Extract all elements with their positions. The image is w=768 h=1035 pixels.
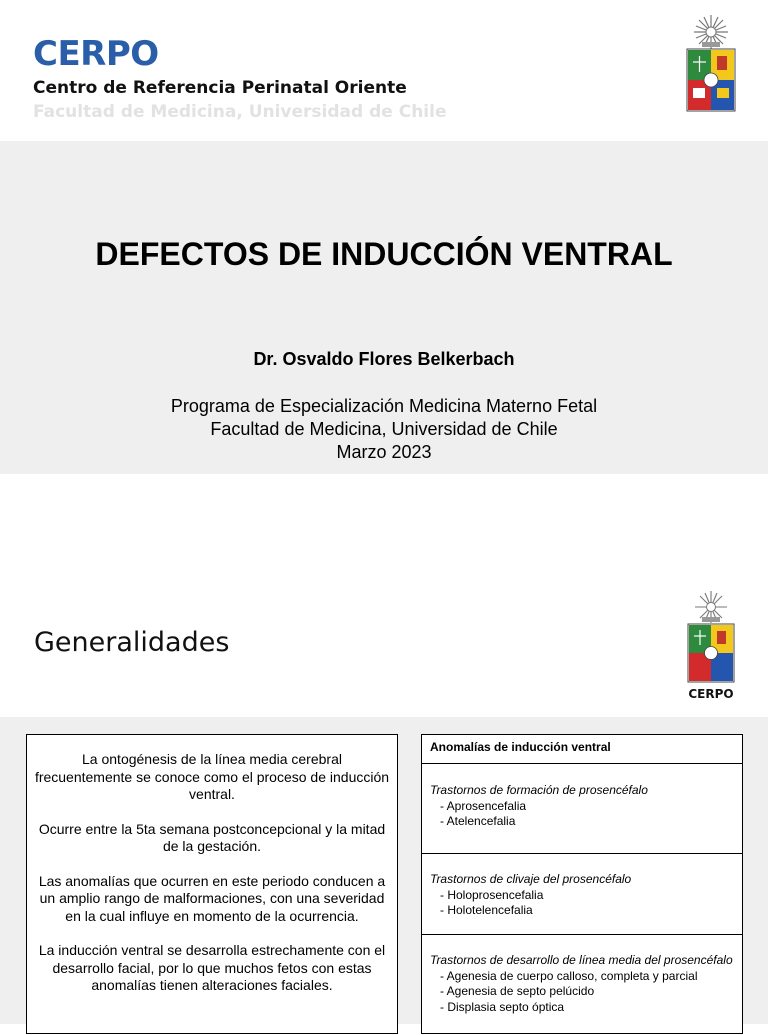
university-crest-icon <box>682 589 740 701</box>
slide-title: Generalidades <box>34 627 230 658</box>
overview-textbox <box>26 734 398 1034</box>
paragraph: Las anomalías que ocurren en este periodo conducen a un amplio rango de malformaciones, con una severidad en la cual influye en momento de la ocurrencia. <box>38 872 386 924</box>
category-label: Trastornos de clivaje del prosencéfalo <box>430 872 632 886</box>
table-header: Anomalías de inducción ventral <box>422 735 742 764</box>
list-item: - Agenesia de cuerpo calloso, completa y parcial <box>440 968 698 983</box>
paragraph: La ontogénesis de la línea media cerebral frecuentemente se conoce como el proceso de inducción ventral. <box>34 751 390 802</box>
title-slide <box>0 0 768 474</box>
paragraph: Ocurre entre la 5ta semana postconcepcional y la mitad de la gestación. <box>38 820 386 854</box>
category-label: Trastornos de formación de prosencéfalo <box>430 783 648 797</box>
brand-logo-text: CERPO <box>33 34 159 74</box>
presentation-title: DEFECTOS DE INDUCCIÓN VENTRAL <box>95 236 673 272</box>
list-item: - Holoprosencefalia <box>440 887 544 902</box>
anomalies-table <box>421 734 743 1034</box>
list-item: - Holotelencefalia <box>440 903 533 917</box>
center-name: Centro de Referencia Perinatal Oriente <box>33 78 407 98</box>
slide-header <box>0 0 768 141</box>
date-line: Marzo 2023 <box>336 442 432 462</box>
category-label: Trastornos de desarrollo de línea media del prosencéfalo <box>430 953 733 967</box>
table-row <box>422 854 742 935</box>
paragraph: La inducción ventral se desarrolla estrechamente con el desarrollo facial, por lo que muchos fetos con estas anomalías tienen alteraciones faciales. <box>38 942 386 993</box>
program-line: Programa de Especialización Medicina Materno Fetal <box>170 396 598 416</box>
crest-caption: CERPO <box>688 687 734 701</box>
list-item: - Agenesia de septo pelúcido <box>440 984 595 998</box>
table-row <box>422 935 742 1035</box>
list-item: - Aprosencefalia <box>440 798 527 813</box>
author-name: Dr. Osvaldo Flores Belkerbach <box>253 349 515 369</box>
list-item: - Atelencefalia <box>440 814 516 828</box>
table-row <box>422 764 742 854</box>
slide-gap <box>0 474 768 584</box>
faculty-name: Facultad de Medicina, Universidad de Chile <box>33 102 447 122</box>
faculty-line: Facultad de Medicina, Universidad de Chile <box>210 419 558 439</box>
university-crest-icon <box>680 12 742 114</box>
list-item: - Displasia septo óptica <box>440 999 565 1014</box>
